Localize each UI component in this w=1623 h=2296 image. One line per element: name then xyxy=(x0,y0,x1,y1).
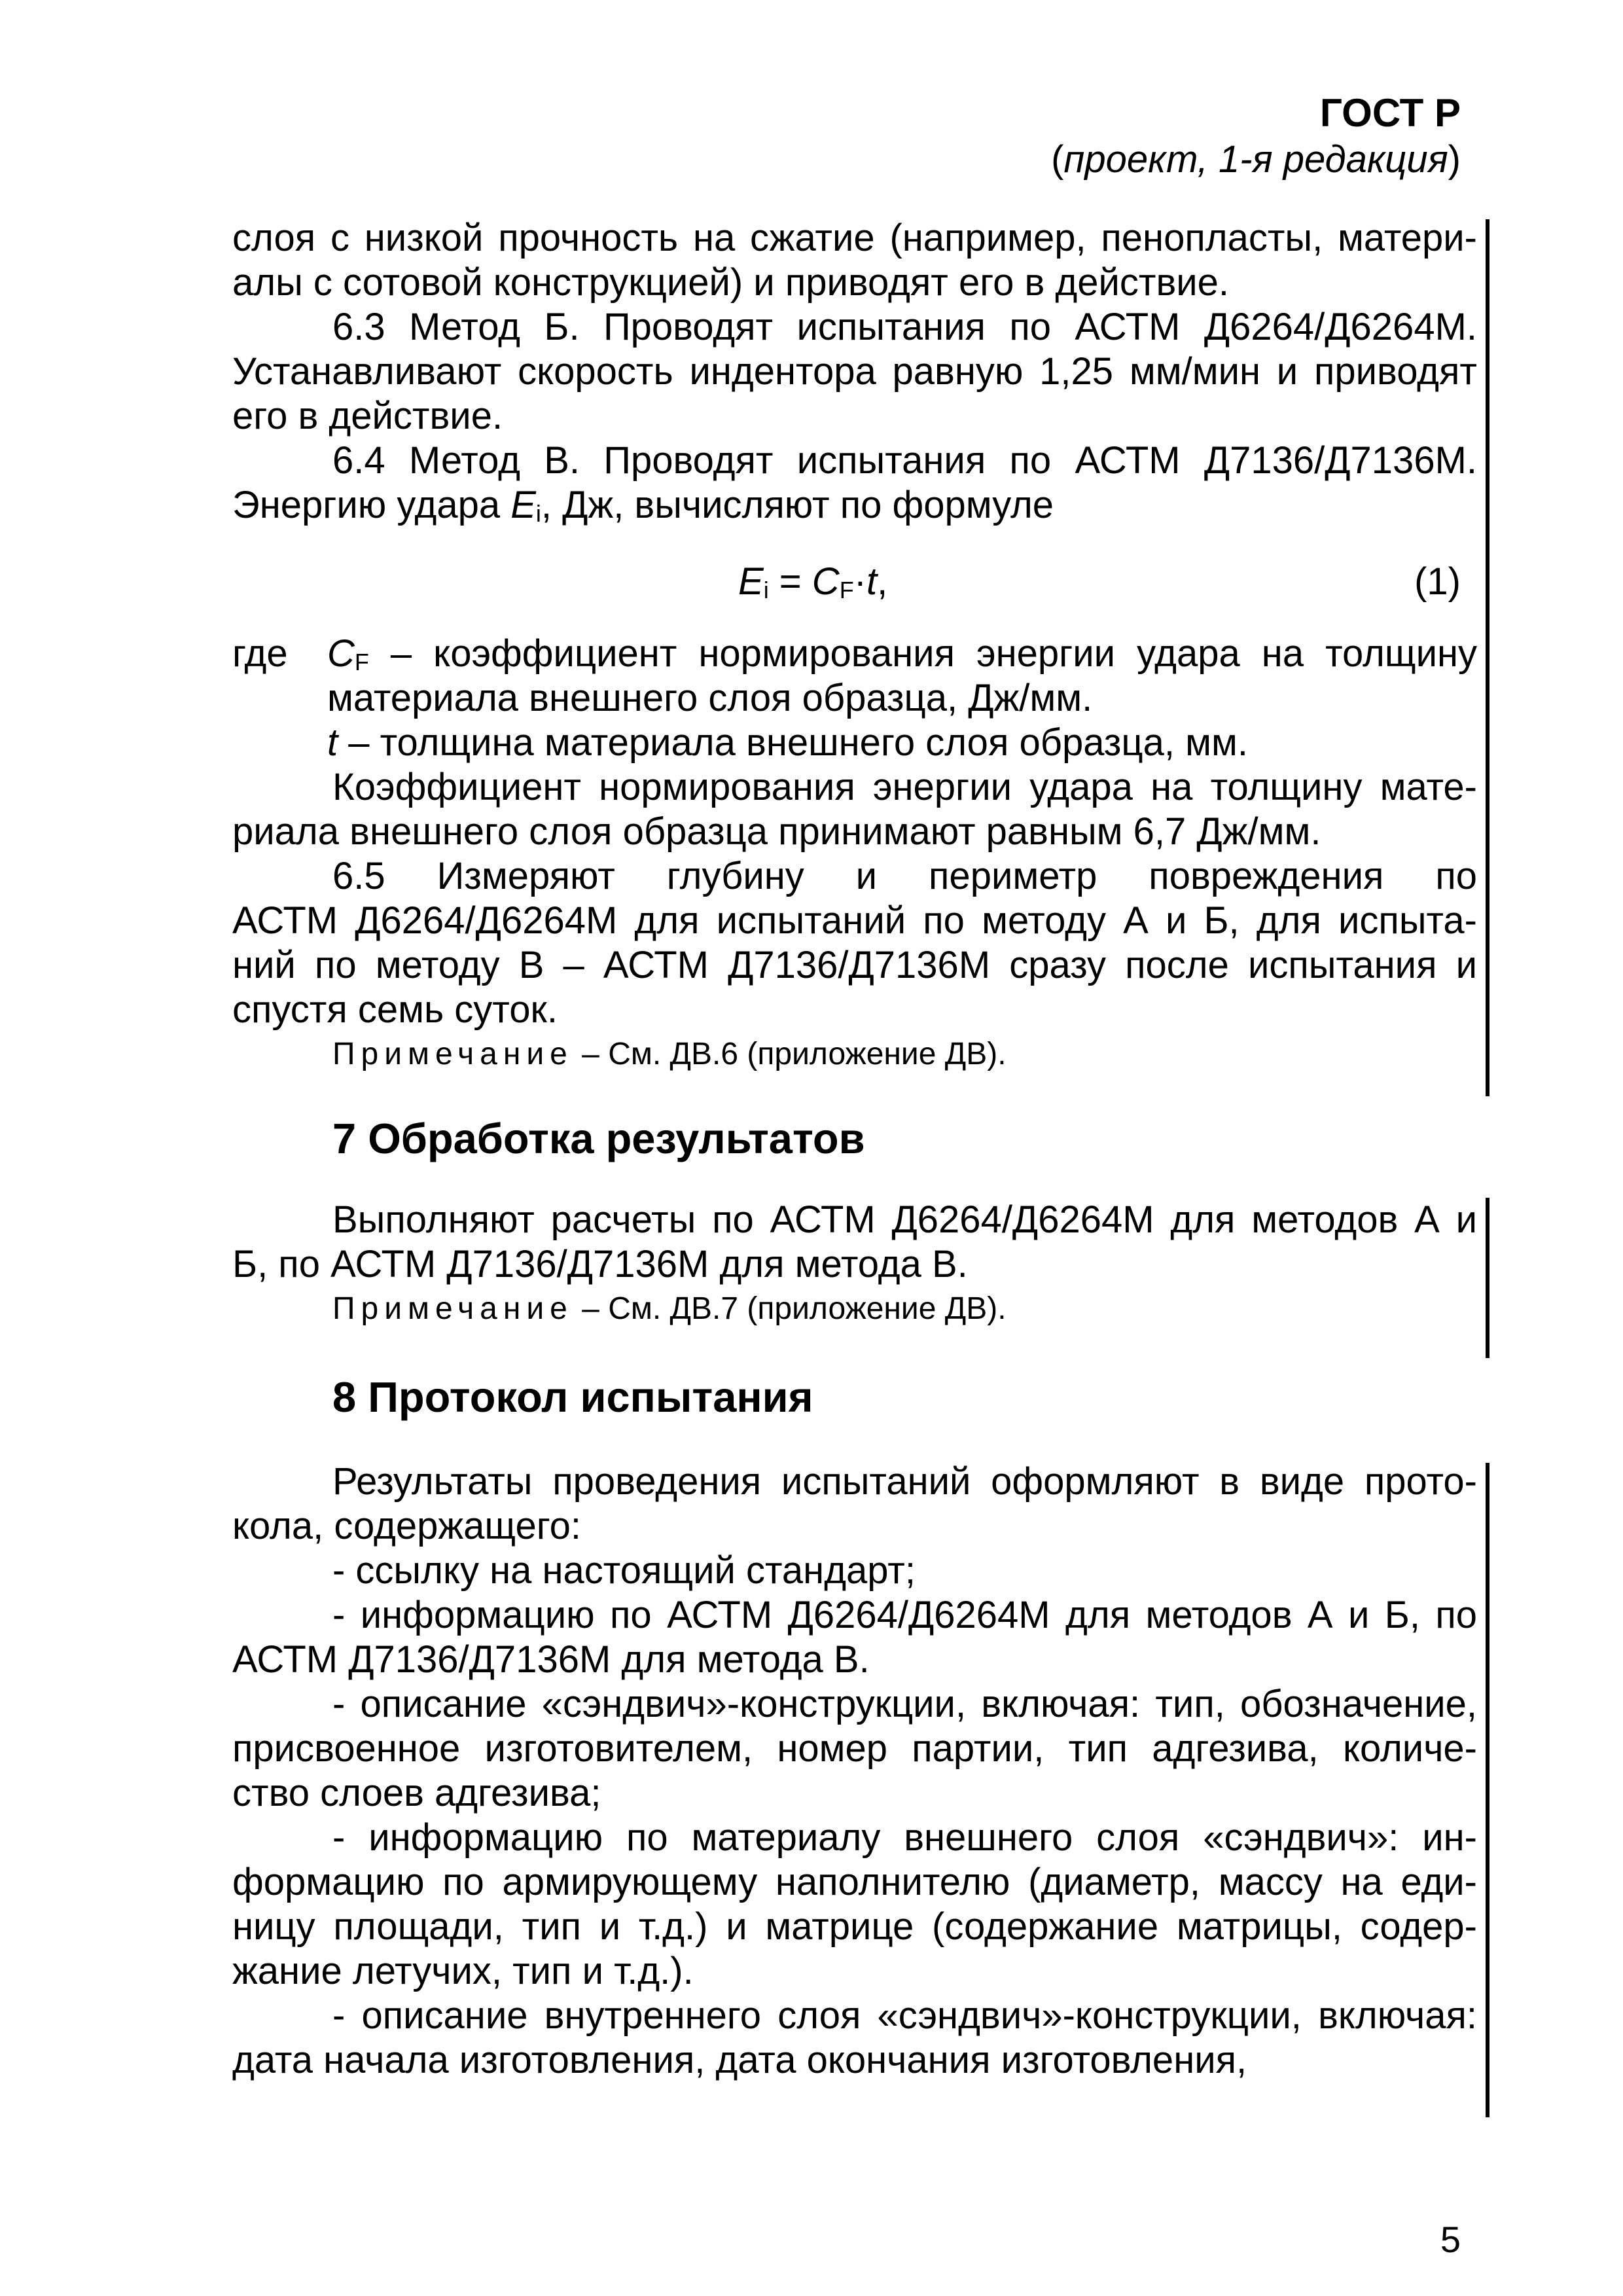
list-item: - информацию по материалу внешнего слоя «сэндвич»: ин- xyxy=(332,1816,1477,1859)
variable-t: t xyxy=(327,721,338,764)
section-8-text xyxy=(232,1460,1477,2083)
note-text: – См. ДВ.7 (приложение ДВ). xyxy=(573,1291,1007,1326)
subscript-F: F xyxy=(354,649,369,675)
formula-comma: , xyxy=(877,560,888,603)
change-bar xyxy=(1486,1463,1489,2117)
text-line: спустя семь суток. xyxy=(232,988,558,1031)
formula xyxy=(738,560,887,613)
subscript-i: i xyxy=(535,500,541,527)
text-line: Коэффициент нормирования энергии удара на толщину мате- xyxy=(332,766,1477,808)
note-7 xyxy=(232,1287,1477,1331)
list-item: - информацию по АСТМ Д6264/Д6264М для методов А и Б, по xyxy=(332,1594,1477,1636)
text-line: ницу площади, тип и т.д.) и матрице (содержание матрицы, содер- xyxy=(232,1905,1477,1948)
text-line: Б, по АСТМ Д7136/Д7136М для метода В. xyxy=(232,1243,968,1285)
text-line: ний по методу В – АСТМ Д7136/Д7136М сразу после испытания и xyxy=(232,944,1477,986)
variable-E: E xyxy=(510,484,536,526)
formula-E: E xyxy=(738,560,764,603)
definition-t xyxy=(327,721,1477,765)
list-item: - описание «сэндвич»-конструкции, включая: тип, обозначение, xyxy=(332,1683,1477,1725)
section-7-text xyxy=(232,1198,1477,1331)
change-bar xyxy=(1486,1198,1489,1358)
note-6 xyxy=(232,1032,1477,1077)
paragraph-6-3: 6.3 Метод Б. Проводят испытания по АСТМ Д6264/Д6264М. xyxy=(332,306,1477,348)
note-label: Примечание xyxy=(332,1037,573,1071)
text-line: риала внешнего слоя образца принимают равным 6,7 Дж/мм. xyxy=(232,810,1321,853)
list-item: - ссылку на настоящий стандарт; xyxy=(332,1549,916,1592)
formula-E-sub: i xyxy=(763,577,769,603)
formula-t: t xyxy=(866,560,878,603)
edition-note: (проект, 1-я редакция) xyxy=(1051,138,1461,181)
text-line xyxy=(232,483,1477,528)
formula-eq: = xyxy=(768,560,812,603)
where-label: где xyxy=(232,632,288,675)
text-line: материала внешнего слоя образца, Дж/мм. xyxy=(327,677,1093,719)
formula-C-sub: F xyxy=(839,577,854,603)
formula-number: (1) xyxy=(1414,560,1461,603)
note-text: – См. ДВ.6 (приложение ДВ). xyxy=(573,1037,1007,1071)
text-line: жание летучих, тип и т.д.). xyxy=(232,1950,694,1992)
text-run: – толщина материала внешнего слоя образца, мм. xyxy=(338,721,1248,764)
text-line: алы с сотовой конструкцией) и приводят его в действие. xyxy=(232,261,1230,304)
section-8-heading: 8 Протокол испытания xyxy=(332,1373,813,1421)
variable-C: C xyxy=(327,632,355,675)
section-6-text-2 xyxy=(232,765,1477,1077)
text-line: АСТМ Д6264/Д6264М для испытаний по методу А и Б, для испыта- xyxy=(232,899,1477,942)
text-line: его в действие. xyxy=(232,395,503,437)
list-item: - описание внутреннего слоя «сэндвич»-конструкции, включая: xyxy=(332,1994,1477,2037)
paragraph-6-5: 6.5 Измеряют глубину и периметр повреждения по xyxy=(332,855,1477,897)
formula-dot: · xyxy=(853,560,867,603)
text-run: Энергию удара xyxy=(232,484,511,526)
text-line: Результаты проведения испытаний оформляют в виде прото- xyxy=(332,1460,1477,1503)
paragraph-6-4: 6.4 Метод В. Проводят испытания по АСТМ Д7136/Д7136М. xyxy=(332,439,1477,482)
text-line: слоя с низкой прочность на сжатие (например, пенопласты, матери- xyxy=(232,217,1477,259)
standard-designation: ГОСТ Р xyxy=(1319,91,1461,135)
definitions xyxy=(327,632,1477,765)
text-run: , Дж, вычисляют по формуле xyxy=(541,484,1054,526)
definition-CF xyxy=(327,632,1477,676)
text-line: кола, содержащего: xyxy=(232,1505,581,1547)
change-bar xyxy=(1486,769,1489,1096)
section-7-heading: 7 Обработка результатов xyxy=(332,1115,865,1162)
edition-text: проект, 1-я редакция xyxy=(1063,138,1448,181)
page-number: 5 xyxy=(1440,2219,1461,2260)
text-line: Выполняют расчеты по АСТМ Д6264/Д6264М для методов А и xyxy=(332,1198,1477,1241)
note-label: Примечание xyxy=(332,1291,573,1326)
change-bar xyxy=(1486,219,1489,527)
text-line: Устанавливают скорость индентора равную 1,25 мм/мин и приводят xyxy=(232,350,1477,393)
formula-C: C xyxy=(812,560,840,603)
text-line: дата начала изготовления, дата окончания изготовления, xyxy=(232,2039,1247,2081)
text-line: ство слоев адгезива; xyxy=(232,1772,601,1814)
change-bar xyxy=(1486,527,1489,769)
text-line: АСТМ Д7136/Д7136М для метода В. xyxy=(232,1638,870,1681)
text-line: присвоенное изготовителем, номер партии, тип адгезива, количе- xyxy=(232,1727,1477,1770)
text-line: формацию по армирующему наполнителю (диаметр, массу на еди- xyxy=(232,1861,1477,1903)
section-6-text xyxy=(232,216,1477,528)
text-run: – коэффициент нормирования энергии удара на толщину xyxy=(368,632,1477,675)
